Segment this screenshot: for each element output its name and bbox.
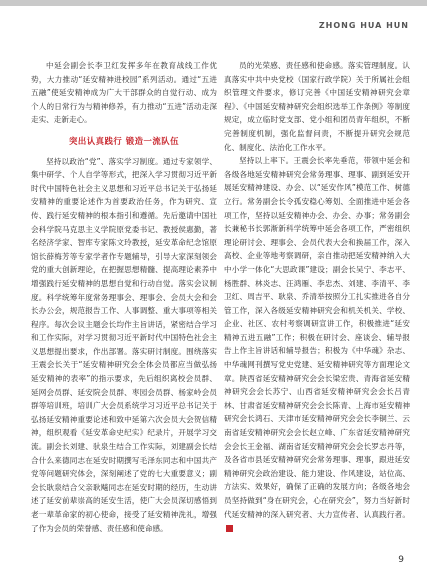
article-paragraph: 员的光荣感、责任感和使命感。落实管理制度。认真落实中共中央党校（国家行政学院）关于所属社会组织管理文件要求，修订完善《中国延安精神研究会章程》、《中国延安精神研究会组织选举工作条例》等制度规定，成立临时党支部、党小组和团员青年组织，不断完善制度机制，强化监督问责，不断提升研究会规范化、制度化、法治化工作水平。 (224, 61, 410, 152)
article-paragraph-text: 坚持以上率下。王震会长率先垂范，带领中延会和各级各地延安精神研究会常务理事、理事、副到延安开展延安精神建设、办会、以“延安作风”模范工作、树德立行。常务副会长令孤安稳心筹划、全面推进中延会各项工作，坚持以延安精神办会、办会、办事；常务副会长兼秘书长郭渐新科学统筹中延会各项工作，严密组织理论研讨会、理事会、会员代表大会和换届工作，深入高校、企业等地考察调研，亲自推动把延安精神纳入大中小学一体化“大思政课”建设；副会长吴宁、李志平、杨胜群、林炎志、汪鸿雁、李忠杰、刘建、李清平、李卫红、周吉平、耿泉、乔清举按照分工扎实推进各自分管工作，深入各级延安精神研究会和机关机关、学校、企业、社区、农村考察调研宣讲工作，积极推进“延安精神五进五融”工作；积极在研讨会、座谈会、辅导报告上作主旨讲话和辅导报告；积极为《中华魂》杂志、中华魂网刊撰写党史党建、延安精神研究等方面理论文章。陕西省延安精神研究会会长梁宏贵、青海省延安精神研究会会长苏宁、山西省延安精神研究会会长吕青林、甘肃省延安精神研究会会长陈青、上海市延安精神研究会长鸿石、天津市延安精神研究会会长李铜兰、云南省延安精神研究会会长赵立峰、广东省延安精神研究会会长王金福、湖南省延安精神研究会会长罗志丹等，及各省市县延安精神研究会常务理事、理事，跟进延安精神研究会政治建设、能力建设、作风建设，站位高、方法实、效果好，确保了正确的发展方向；各级各地会员坚持做到“身在研究会，心在研究会”，努力当好新时代延安精神的深入研究者、大力宣传者、认真践行者。 (224, 156, 410, 519)
page-number: 9 (398, 555, 404, 565)
section-heading: 突出认真践行 锻造一流队伍 (69, 135, 179, 146)
header-bar (0, 0, 427, 6)
right-column (224, 59, 410, 535)
article-paragraph: 坚持以政治“党”、落实学习制度。通过专家领学、集中研学、个人自学等形式，把深入学习贯彻习近平新时代中国特色社会主义思想和习近平总书记关于弘扬延安精神的重要论述作为首要政治任务，作为研究、宣传、践行延安精神的根本指引和遵循。先后邀请中国社会科学院马克思主义学院原党委书记、教授侯惠勤，著名经济学家、智库专家陈文玲教授，延安革命纪念馆原馆长薛梅芳等专家学者作专题辅导，引导大家深刻领会党的重大创新理论，在把握思想精髓、提高理论素养中增强践行延安精神的思想自觉和行动自觉。落实会议制度。科学统筹年度常务理事会、理事会、会员大会和会长办公会，规范报告工作、人事调整、重大事项等相关程序。每次会议主题会长均作主旨讲话，紧密结合学习和工作实际，对学习贯彻习近平新时代中国特色社会主义思想提出要求，作出部署。落实研讨制度。围绕落实王震会长关于“延安精神研究会全体会员都应当做弘扬延安精神的表率”的指示要求，先后组织离校会员群、延网会员群、延安院会员群、枣园会员群、杨家岭会员群等培训班，培训广大会员系统学习习近平总书记关于弘扬延安精神重要论述和致中延第六次会员大会贺信精神，组织观看《延安革命史纪实》纪录片，开展学习交流。副会长刘建、驮泉生结合工作实际，刘建副会长结合什么来德同志在延安时期撰写毛泽东同志和中国共产党等问题研究体会，深刻阐述了党的七大重要意义；副会长耿泉结合父亲耿飚同志在延安时期的经历，生动讲述了延安前辈崇高的延安生活，使广大会员深切感悟到老一辈革命家的初心使命，接受了延安精神洗礼，增强了作为会员的荣誉感、责任感和使命感。 (31, 156, 217, 533)
article-paragraph: 中延会副会长李卫红发挥多年在教育战线工作优势，大力推动“延安精神进校园”系列活动。通过“五进五融”使延安精神成为广大干部群众的自觉行动、成为个人的日常行为与精神修养，有力推动“五进”活动走深走实、走新走心。 (31, 61, 217, 125)
end-mark-icon: 中 (226, 525, 233, 532)
article-paragraph (224, 154, 410, 535)
page-header (0, 0, 427, 52)
magazine-title: ZHONG HUA HUN (318, 21, 409, 30)
left-column (31, 59, 217, 535)
